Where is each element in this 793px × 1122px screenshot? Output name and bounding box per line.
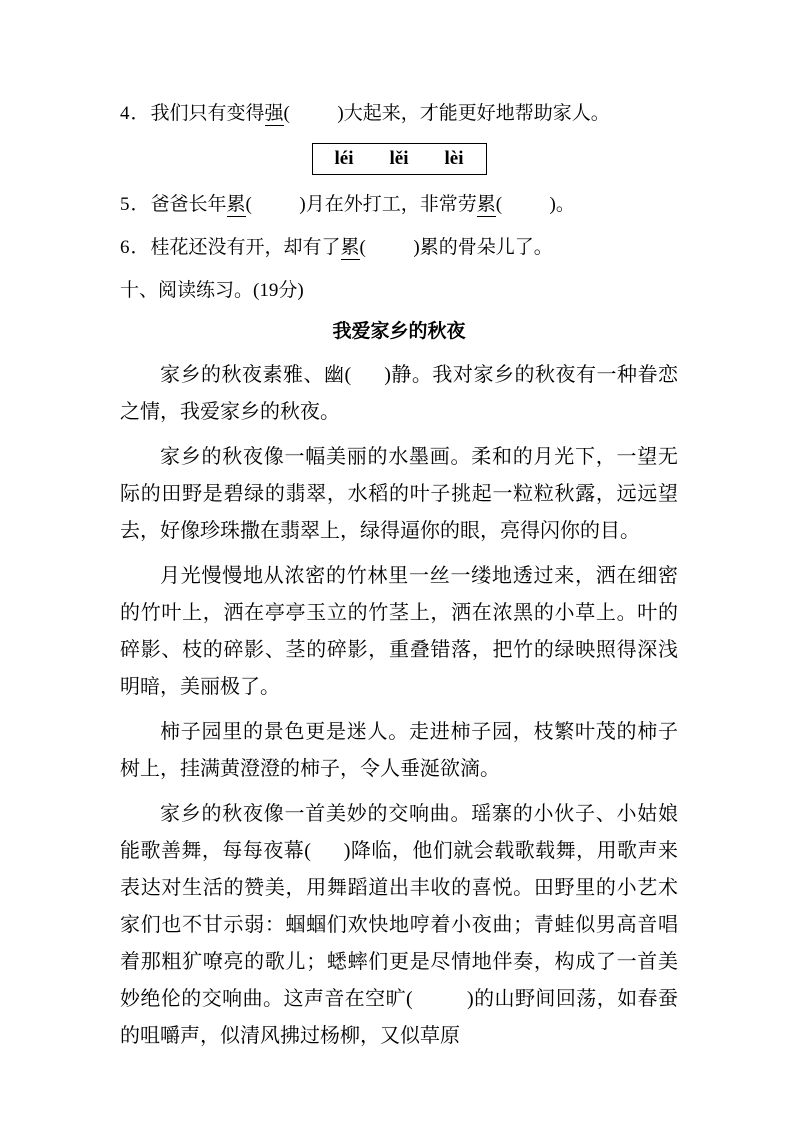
pinyin-option-2: lěi bbox=[389, 148, 409, 169]
question-5-blank-2: ( ) bbox=[495, 194, 556, 215]
question-5-text-mid: 月在外打工，非常劳 bbox=[305, 194, 477, 215]
pinyin-option-1: léi bbox=[334, 148, 354, 169]
question-5-number: 5． bbox=[120, 194, 151, 215]
question-4 bbox=[120, 100, 678, 127]
question-4-blank: ( ) bbox=[283, 103, 344, 124]
question-6-text-post: 累的骨朵儿了。 bbox=[419, 237, 553, 258]
section-heading: 十、阅读练习。(19分) bbox=[120, 280, 304, 301]
question-5-key-char-2: 累 bbox=[476, 194, 496, 215]
pinyin-options-box bbox=[312, 143, 487, 175]
question-5-text-post: 。 bbox=[555, 194, 575, 215]
reading-paragraph-4: 柿子园里的景色更是迷人。走进柿子园，枝繁叶茂的柿子树上，挂满黄澄澄的柿子，令人垂涎欲滴。 bbox=[120, 721, 678, 780]
question-4-key-char: 强 bbox=[264, 103, 284, 124]
question-4-text-post: 大起来，才能更好地帮助家人。 bbox=[343, 103, 610, 124]
question-5-blank-1: ( ) bbox=[245, 194, 306, 215]
reading-title: 我爱家乡的秋夜 bbox=[332, 321, 466, 342]
pinyin-option-3: lèi bbox=[444, 148, 464, 169]
reading-paragraph-5: 家乡的秋夜像一首美妙的交响曲。瑶寨的小伙子、小姑娘能歌善舞，每每夜幕( )降临，他们就会载歌载舞，用歌声来表达对生活的赞美，用舞蹈道出丰收的喜悦。田野里的小艺术家们也不甘示弱：蝈蝈们欢快地哼着小夜曲；青蛙似男高音唱着那粗犷嘹亮的歌儿；蟋蟀们更是尽情地伴奏，构成了一首美妙绝伦的交响曲。这声音在空旷( )的山野间回荡，如春蚕的咀嚼声，似清风拂过杨柳，又似草原 bbox=[120, 803, 678, 1047]
reading-paragraph-2: 家乡的秋夜像一幅美丽的水墨画。柔和的月光下，一望无际的田野是碧绿的翡翠，水稻的叶子挑起一粒粒秋露，远远望去，好像珍珠撒在翡翠上，绿得逼你的眼，亮得闪你的目。 bbox=[120, 446, 678, 542]
question-6 bbox=[120, 234, 678, 261]
question-5 bbox=[120, 191, 678, 218]
reading-paragraph-1: 家乡的秋夜素雅、幽( )静。我对家乡的秋夜有一种眷恋之情，我爱家乡的秋夜。 bbox=[120, 364, 678, 423]
question-5-text-pre: 爸爸长年 bbox=[150, 194, 227, 215]
question-6-number: 6． bbox=[120, 237, 151, 258]
reading-paragraph-3: 月光慢慢地从浓密的竹林里一丝一缕地透过来，洒在细密的竹叶上，洒在亭亭玉立的竹茎上，洒在浓黑的小草上。叶的碎影、枝的碎影、茎的碎影，重叠错落，把竹的绿映照得深浅明暗，美丽极了。 bbox=[120, 565, 678, 698]
question-4-number: 4． bbox=[120, 103, 151, 124]
question-4-text-pre: 我们只有变得 bbox=[150, 103, 265, 124]
question-6-blank: ( ) bbox=[359, 237, 420, 258]
question-6-text-pre: 桂花还没有开，却有了 bbox=[150, 237, 341, 258]
question-5-key-char-1: 累 bbox=[226, 194, 246, 215]
question-6-key-char: 累 bbox=[340, 237, 360, 258]
